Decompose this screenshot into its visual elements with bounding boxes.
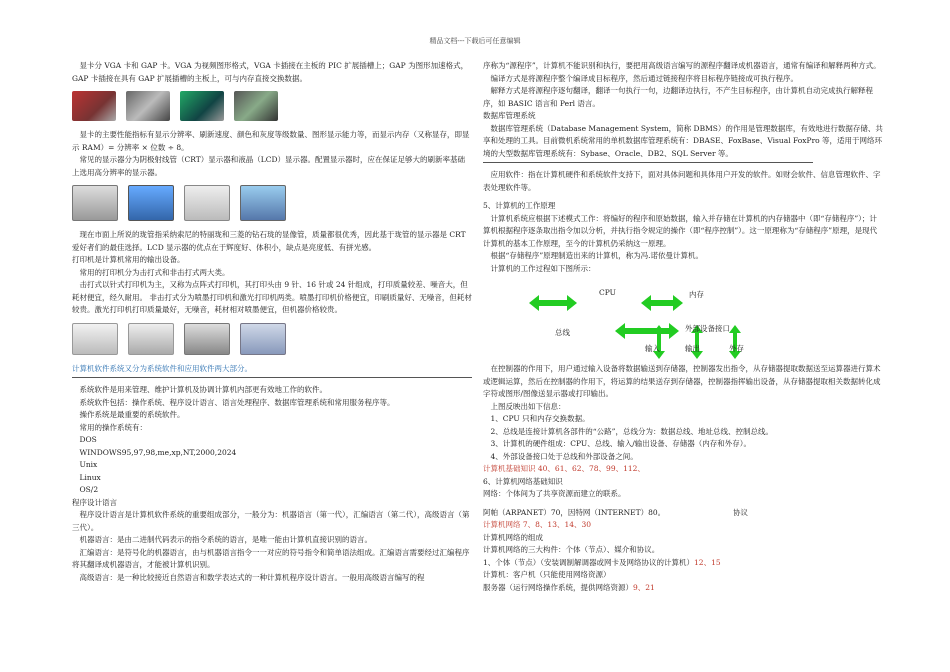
list-item: 3、计算机的硬件组成：CPU、总线、输入/输出设备、存储器（内存和外存）。 bbox=[490, 439, 752, 448]
printer-images bbox=[72, 323, 472, 355]
output-label: 输出 bbox=[685, 344, 700, 353]
divider bbox=[483, 162, 813, 163]
monitor-image bbox=[128, 185, 174, 221]
cpu-memory-arrow bbox=[641, 295, 683, 311]
node-text: 1、个体（节点）（安装调制解调器或网卡及网络协议的计算机） bbox=[483, 557, 695, 567]
section-heading: 计算机软件系统又分为系统软件和应用软件两大部分。 bbox=[72, 363, 252, 373]
monitor-image bbox=[72, 185, 118, 221]
reference-numbers: 9、21 bbox=[633, 582, 655, 592]
paragraph: 机器语言：是由二进制代码表示的指令系统的语言，是唯一能由计算机直接识别的语言。 bbox=[79, 535, 372, 544]
paragraph: 显卡分 VGA 卡和 GAP 卡。VGA 为视频图形格式，VGA 卡插接在主板的 PIC 扩展插槽上；GAP 为图形加速格式，GAP 卡插接在具有 GAP 扩展插槽的主板上，可与内存直接交换数据。 bbox=[72, 61, 469, 83]
os-item: Unix bbox=[79, 460, 98, 469]
paragraph: 现在市面上所说的珑管指采纳索尼的特丽珑和三菱的钻石珑的显像管，质量都很优秀，因此基于珑管的显示器是 CRT 爱好者们的最佳选择。LCD 显示器的优点在于辉度好、体积小，缺点是亮度低、有拼光感。 bbox=[72, 230, 466, 252]
reference-note: 计算机网络 7、8、13、14、30 bbox=[483, 520, 592, 529]
paragraph: 根据“存储程序”原理制造出来的计算机，称为冯.诺依曼计算机。 bbox=[490, 251, 704, 260]
os-item: OS/2 bbox=[79, 485, 99, 494]
paragraph: 程序设计语言是计算机软件系统的重要组成部分，一般分为：机器语言（第一代），汇编语言（第二代），高级语言（第三代）。 bbox=[72, 510, 470, 532]
os-item: DOS bbox=[79, 435, 97, 444]
server-text: 服务器（运行网络操作系统，提供网络资源） bbox=[483, 582, 633, 592]
paragraph bbox=[483, 582, 883, 595]
subheading: 6、计算机网络基础知识 bbox=[483, 476, 563, 486]
paragraph: 在控制器的作用下，用户通过输入设备将数据输送到存储器，控制器发出指令，从存储器提取数据送至运算器进行算术或逻辑运算，然后在控制器的作用下，将运算的结果送存到存储器，控制器指挥输出设备，从存储器提取相关数据转化成字符或图形/图像送显示器或打印输出。 bbox=[483, 364, 881, 398]
paragraph: 解释方式是将源程序逐句翻译，翻译一句执行一句，边翻译边执行，不产生目标程序，由计算机自动完成执行解释程序，如 BASIC 语言和 Perl 语言。 bbox=[483, 86, 873, 108]
paragraph: 显卡的主要性能指标有显示分辨率、刷新速度、颜色和灰度等级数量、图形显示能力等，而显示内存（又称显存，即显示 RAM）= 分辨率 × 位数 ÷ 8。 bbox=[72, 130, 470, 152]
list-item: 4、外部设备接口处于总线和外部设备之间。 bbox=[490, 451, 638, 461]
paragraph: 系统软件包括：操作系统、程序设计语言、语言处理程序、数据库管理系统和常用服务程序等。 bbox=[79, 397, 395, 407]
paragraph: 序称为“源程序”，计算机不能识别和执行，要把用高级语言编写的源程序翻译成机器语言，通常有编译和解释两种方式。 bbox=[483, 61, 881, 70]
graphics-card-images bbox=[72, 91, 472, 121]
monitor-images bbox=[72, 185, 472, 221]
work-process-diagram bbox=[523, 281, 783, 359]
list-item: 2、总线是连接计算机各部件的“公路”，总线分为：数据总线、地址总线、控制总线。 bbox=[490, 426, 773, 436]
interface-label: 外部设备接口 bbox=[685, 324, 730, 333]
bus-cpu-arrow bbox=[529, 295, 577, 311]
paragraph: 操作系统是最重要的系统软件。 bbox=[79, 410, 185, 419]
printer-image bbox=[184, 323, 230, 355]
paragraph: 系统软件是用来管理、维护计算机及协调计算机内部更有效地工作的软件。 bbox=[79, 385, 327, 394]
paragraph: 常用的打印机分为击打式和非击打式两大类。 bbox=[79, 267, 230, 277]
paragraph bbox=[483, 507, 883, 520]
paragraph: 应用软件：指在计算机硬件和系统软件支持下，面对具体问题和具体用户开发的软件。如财会软件、信息管理软件、字表处理软件等。 bbox=[483, 170, 881, 192]
reference-numbers: 12、15 bbox=[694, 557, 721, 567]
bus-label: 总线 bbox=[555, 328, 570, 337]
paragraph: 上图反映出如下信息： bbox=[490, 401, 566, 411]
page-header: 精品文档---下载后可任意编辑 bbox=[429, 37, 521, 45]
subheading: 程序设计语言 bbox=[72, 497, 117, 507]
paragraph: 击打式以针式打印机为主，又称为点阵式打印机，其打印头由 9 针、16 针或 24 针组成，打印质量较差、噪音大，但耗材便宜，经久耐用。 非击打式分为喷墨打印机和激光打印机两类。喷墨打印机价格便宜，印刷质量好、无噪音，但耗材较贵。激光打印机打印质量最好，无噪音，耗材相对喷墨便宜，但机器价格较贵。 bbox=[72, 280, 472, 314]
left-column bbox=[72, 60, 472, 584]
paragraph: 编译方式是将源程序整个编译成目标程序，然后通过链接程序将目标程序链接成可执行程序。 bbox=[490, 73, 798, 83]
printer-image bbox=[240, 323, 286, 355]
paragraph: 数据库管理系统（Database Management System，简称 DBMS）的作用是管理数据库，有效地进行数据存储、共享和处理的工具。目前微机系统常用的单机数据库管理系统有：DBASE、FoxBase、Visual FoxPro 等，适用于网络环境的大型数据库管理系统有：Sybase、Oracle、DB2、SQL Server 等。 bbox=[483, 123, 883, 158]
graphics-card-image bbox=[126, 91, 170, 121]
cpu-label: CPU bbox=[599, 288, 616, 297]
paragraph: 常用的操作系统有： bbox=[79, 422, 147, 432]
paragraph: 计算机的工作过程如下图所示： bbox=[490, 263, 596, 273]
right-column bbox=[483, 60, 883, 594]
paragraph: 常见的显示器分为阴极射线管（CRT）显示器和液晶（LCD）显示器。配置显示器时，应在保证足够大的刷新率基础上选用高分辨率的显示器。 bbox=[72, 155, 465, 177]
paragraph: 计算机网络的组成 bbox=[483, 532, 543, 542]
monitor-image bbox=[184, 185, 230, 221]
bus-interface-arrow bbox=[615, 323, 679, 339]
arpanet-text: 阿帕（ARPANET）70，因特网（INTERNET）80。 bbox=[483, 507, 666, 517]
paragraph: 打印机是计算机常用的输出设备。 bbox=[72, 255, 185, 264]
graphics-card-image bbox=[180, 91, 224, 121]
paragraph: 高级语言：是一种比较接近自然语言和数学表达式的一种计算机程序设计语言。一般用高级语言编写的程 bbox=[79, 572, 425, 582]
printer-image bbox=[72, 323, 118, 355]
printer-image bbox=[128, 323, 174, 355]
list-item: 1、CPU 只和内存交换数据。 bbox=[490, 414, 590, 423]
paragraph: 汇编语言：是符号化的机器语言，由与机器语言指令一一对应的符号指令和简单语法组成。汇编语言需要经过汇编程序将其翻译成机器语言，才能被计算机识别。 bbox=[72, 547, 470, 569]
paragraph: 计算机系统应根据下述模式工作：将编好的程序和原始数据，输入并存储在计算机的内存储器中（即“存储程序”）；计算机根据程序逐条取出指令加以分析，并执行指令规定的操作（即“程序控制”）。这一原理称为“存储程序”原理，是现代计算机的基本工作原理，至今的计算机仍采纳这一原理。 bbox=[483, 213, 878, 248]
paragraph: 计算机网络的三大构件：个体（节点）、媒介和协议。 bbox=[483, 545, 660, 554]
paragraph: 计算机：客户机（只能使用网络资源） bbox=[483, 570, 611, 579]
input-label: 输入 bbox=[645, 344, 660, 353]
paragraph: 网络：个体间为了共享资源而建立的联系。 bbox=[483, 489, 626, 498]
subheading: 5、计算机的工作原理 bbox=[483, 201, 556, 210]
monitor-image bbox=[240, 185, 286, 221]
graphics-card-image bbox=[234, 91, 278, 121]
memory-label: 内存 bbox=[689, 290, 704, 299]
storage-label: 外存 bbox=[729, 344, 744, 353]
os-item: WINDOWS95,97,98,me,xp,NT,2000,2024 bbox=[79, 447, 237, 457]
divider bbox=[72, 377, 472, 378]
os-item: Linux bbox=[79, 472, 101, 482]
reference-note: 计算机基础知识 40、61、62、78、99、112、 bbox=[483, 464, 645, 473]
protocol-label: 协议 bbox=[733, 507, 748, 517]
graphics-card-image bbox=[72, 91, 116, 121]
subheading: 数据库管理系统 bbox=[483, 111, 536, 120]
paragraph bbox=[483, 557, 883, 570]
